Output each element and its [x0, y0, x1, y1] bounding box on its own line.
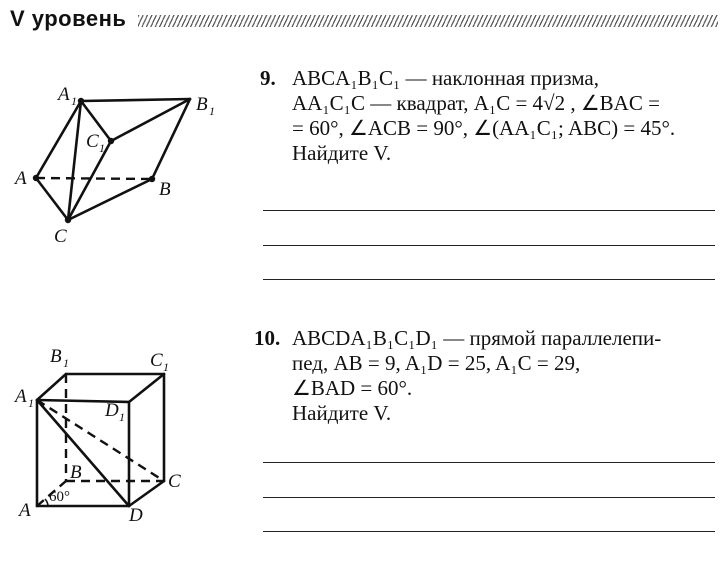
- problem-10-line-2: пед, AB = 9, A₁D = 25, A₁C = 29,: [292, 351, 581, 375]
- vertex-c1-dot: [108, 138, 114, 144]
- answer-line: [263, 210, 715, 211]
- problem-9-answer-area: [263, 210, 715, 280]
- problem-10-line-3: ∠BAD = 60°.: [292, 376, 413, 400]
- label-c: C: [54, 226, 67, 247]
- decorative-hatch-rule: [138, 15, 718, 27]
- label-b: B: [159, 179, 171, 200]
- answer-line: [263, 279, 715, 280]
- edge-b1-a1: [37, 374, 66, 400]
- parallelepiped-figure: [14, 340, 204, 530]
- angle-label: 60°: [49, 489, 70, 505]
- label-a1: A: [15, 386, 27, 407]
- answer-line: [263, 497, 715, 498]
- label-b1: B: [50, 346, 62, 367]
- prism-diagram: [14, 80, 224, 250]
- hidden-diagonal-a1-c: [37, 400, 164, 481]
- vertex-a-dot: [33, 175, 39, 181]
- label-c1-sub: 1: [163, 360, 169, 374]
- vertex-c-dot: [65, 217, 71, 223]
- label-a1-sub: 1: [28, 396, 34, 410]
- edge-a-c: [36, 178, 68, 220]
- prism-figure: [14, 80, 224, 250]
- problem-9-number: 9.: [260, 66, 276, 90]
- edge-c1-d1: [129, 374, 164, 402]
- answer-line: [263, 462, 715, 463]
- level-header: [10, 4, 718, 34]
- problem-10-number: 10.: [254, 326, 281, 350]
- problem-9-text: [292, 66, 675, 166]
- label-a: A: [15, 168, 27, 189]
- problem-10-answer-area: [263, 462, 715, 532]
- problem-9-line-2: AA₁C₁C — квадрат, A₁C = 4√2 , ∠BAC =: [292, 91, 660, 115]
- edge-c1-b1: [111, 99, 190, 141]
- problem-10-line-4: Найдите V.: [292, 401, 392, 425]
- hidden-edge-a-b: [36, 178, 152, 179]
- label-b1-sub: 1: [63, 356, 69, 370]
- label-a1: A: [58, 84, 70, 105]
- label-a: A: [19, 500, 31, 521]
- label-b1: B: [196, 94, 208, 115]
- edge-d-c: [129, 481, 164, 506]
- label-c1-sub: 1: [99, 141, 105, 155]
- problem-9-line-4: Найдите V.: [292, 141, 392, 165]
- label-b1-sub: 1: [209, 104, 215, 118]
- problem-9-line-1: ABCA₁B₁C₁ — наклонная призма,: [292, 66, 599, 90]
- label-c1: C: [150, 350, 163, 371]
- label-b: B: [70, 462, 82, 483]
- vertex-b-dot: [149, 176, 155, 182]
- parallelepiped-diagram: [14, 340, 204, 530]
- label-c1: C: [86, 131, 99, 152]
- label-d: D: [129, 505, 143, 526]
- vertex-a1-dot: [78, 98, 84, 104]
- problem-10-line-1: ABCDA₁B₁C₁D₁ — прямой параллелепи-: [292, 326, 662, 350]
- problem-10: [254, 326, 720, 436]
- level-title: V уровень: [10, 6, 127, 31]
- label-d1-sub: 1: [119, 410, 125, 424]
- edge-b1-b: [152, 99, 190, 179]
- label-a1-sub: 1: [71, 94, 77, 108]
- label-d1: D: [105, 400, 119, 421]
- edge-a1-b1: [81, 99, 190, 101]
- problem-9: [260, 66, 720, 176]
- label-c: C: [168, 471, 181, 492]
- answer-line: [263, 531, 715, 532]
- problem-10-text: [292, 326, 661, 426]
- answer-line: [263, 245, 715, 246]
- problem-9-line-3: = 60°, ∠ACB = 90°, ∠(AA₁C₁; ABC) = 45°.: [292, 116, 676, 140]
